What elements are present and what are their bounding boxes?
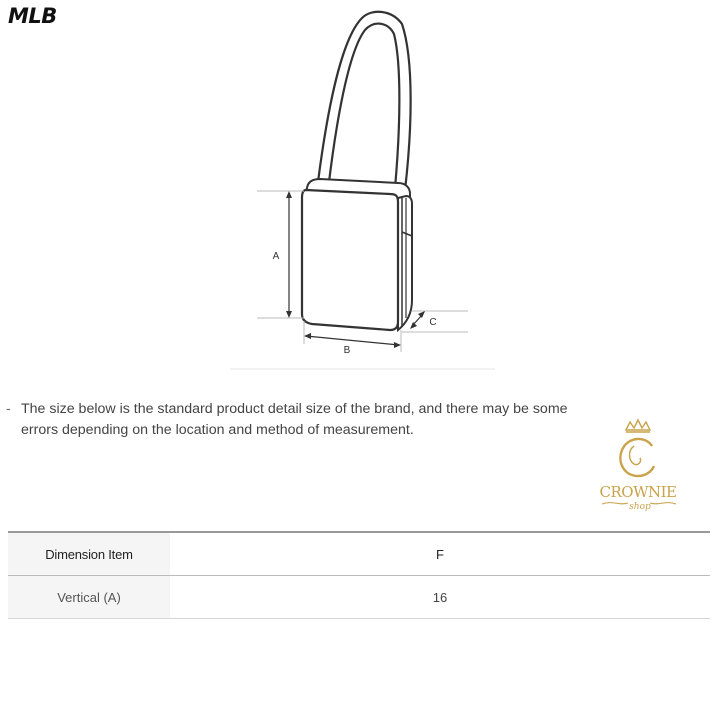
row-value: 16 [432,589,448,605]
swirl-c-icon [620,439,654,476]
label-b: B [343,345,351,356]
crownie-shop-watermark [588,416,688,516]
header-dimension-item: Dimension Item [8,533,170,575]
size-table-header [8,533,710,576]
watermark-subtext: shop [629,502,651,512]
row-label: Vertical (A) [8,576,170,618]
size-table [8,531,710,619]
note-dash: - [6,401,11,417]
bag-side [398,196,412,330]
watermark-text: CROWNIE [599,483,677,501]
mlb-logo: MLB [8,4,57,28]
label-a: A [272,251,280,262]
note-text: The size below is the standard product detail size of the brand, and there may be some errors depending on the location and method of measurement. [21,401,568,438]
crown-icon [626,420,650,430]
label-c: C [429,317,437,328]
header-size-f: F [436,546,444,562]
table-row [8,576,710,619]
dimension-a [257,191,304,318]
bag-front [302,190,398,330]
